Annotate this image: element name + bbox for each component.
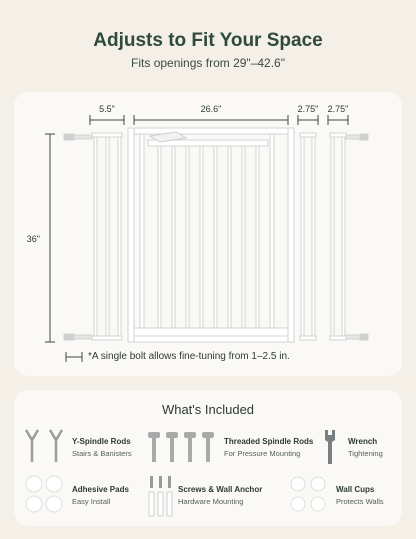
item-sub-y-spindle: Stairs & Banisters <box>72 449 132 458</box>
gate-bars <box>158 146 259 328</box>
y-spindle-icon <box>22 428 68 464</box>
item-sub-screws: Hardware Mounting <box>178 497 244 506</box>
page-title: Adjusts to Fit Your Space <box>93 30 323 51</box>
wall-cup-icon <box>288 474 328 514</box>
adhesive-pad-icon <box>24 474 64 514</box>
page-subtitle: Fits openings from 29"–42.6" <box>131 56 285 70</box>
extension-left <box>64 133 122 340</box>
dim-height: 36" <box>26 234 40 244</box>
item-sub-wrench: Tightening <box>348 449 383 458</box>
dim-gate-width: 26.6" <box>200 104 222 114</box>
item-sub-wall-cups: Protects Walls <box>336 497 384 506</box>
item-name-screws: Screws & Wall Anchor <box>178 485 263 494</box>
gate-frame <box>128 128 294 342</box>
item-name-wrench: Wrench <box>348 437 378 446</box>
item-sub-adhesive-pads: Easy Install <box>72 497 111 506</box>
item-name-threaded-spindle: Threaded Spindle Rods <box>224 437 314 446</box>
item-name-y-spindle: Y-Spindle Rods <box>72 437 131 446</box>
dim-ext-right-2: 2.75" <box>327 104 349 114</box>
item-sub-threaded-spindle: For Pressure Mounting <box>224 449 301 458</box>
threaded-spindle-icon <box>146 430 218 464</box>
item-name-adhesive-pads: Adhesive Pads <box>72 485 129 494</box>
item-name-wall-cups: Wall Cups <box>336 485 375 494</box>
dim-ext-left: 5.5" <box>99 104 115 114</box>
wrench-icon <box>322 428 338 466</box>
screw-icon <box>146 474 176 520</box>
included-title: What's Included <box>161 402 255 417</box>
extension-right-2 <box>330 133 368 340</box>
dim-ext-right-1: 2.75" <box>297 104 319 114</box>
adjustment-note: *A single bolt allows fine-tuning from 1–2.5 in. <box>88 351 290 362</box>
extension-right-1 <box>300 133 316 340</box>
